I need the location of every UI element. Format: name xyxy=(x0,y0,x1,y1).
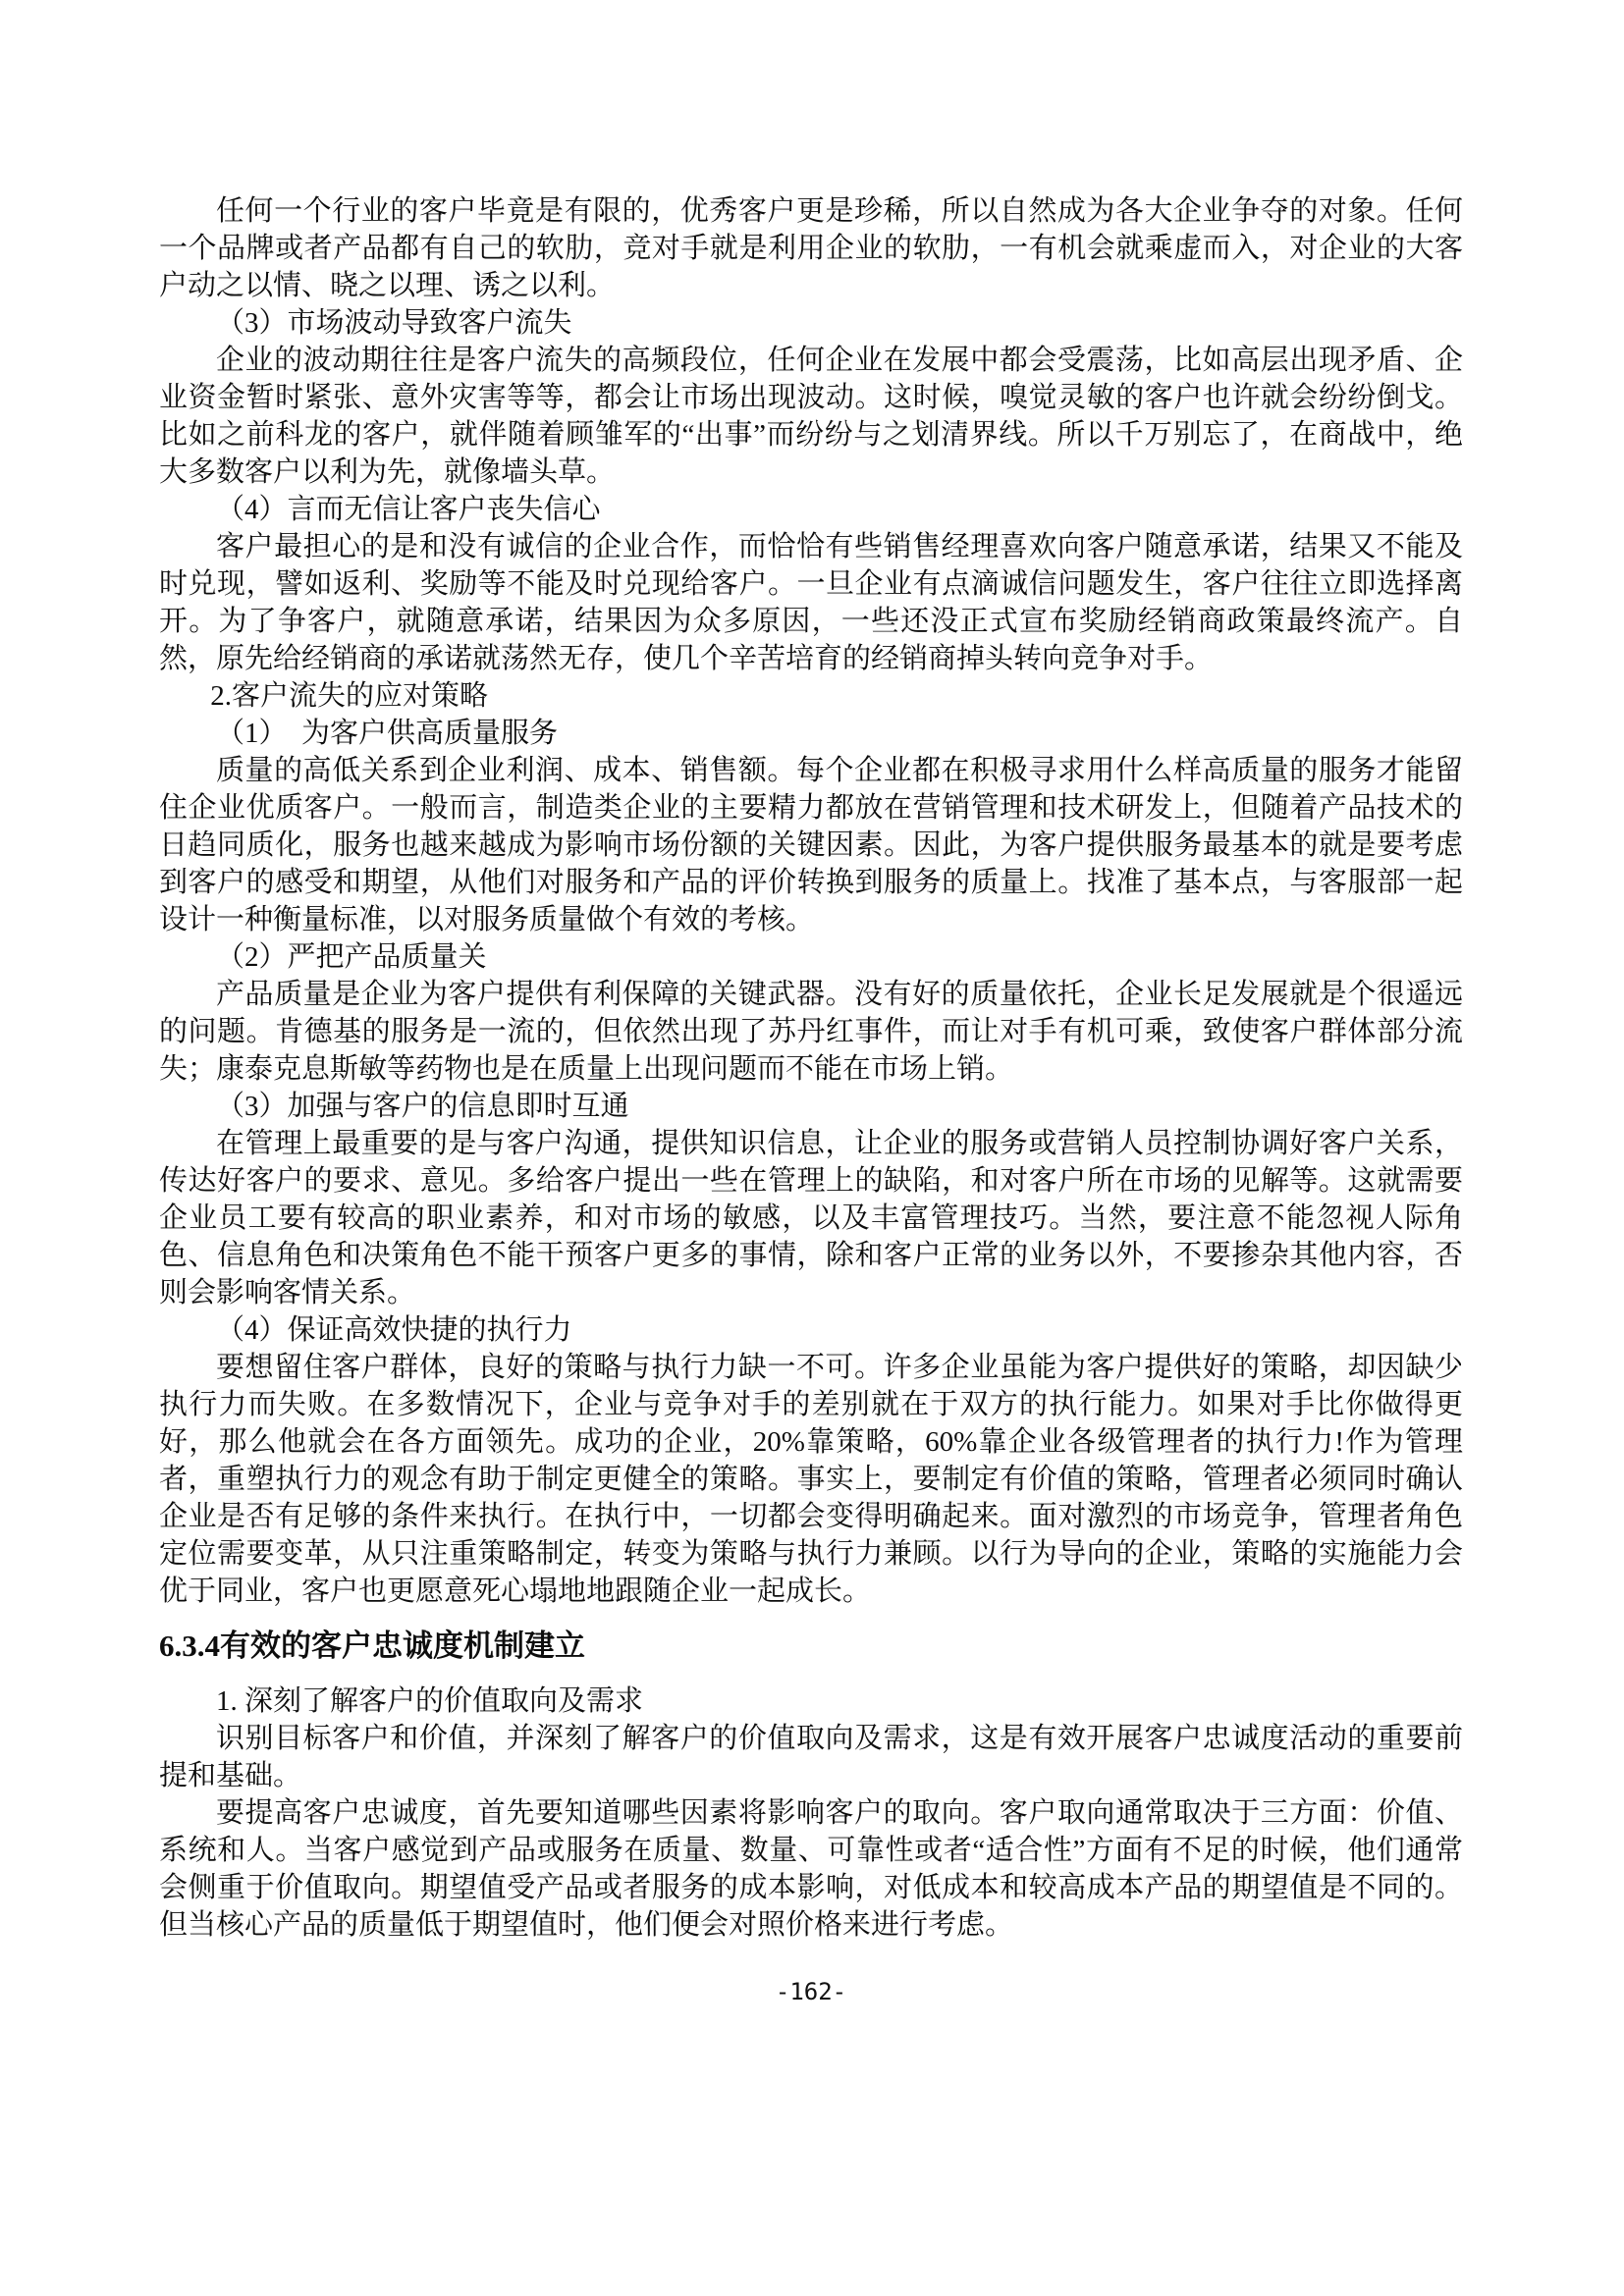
sub-heading-market-fluctuation: （3）市场波动导致客户流失 xyxy=(216,307,572,339)
paragraph-loyalty-factors: 要提高客户忠诚度，首先要知道哪些因素将影响客户的取向。客户取向通常取决于三方面：价值、系统和人。当客户感觉到产品或服务在质量、数量、可靠性或者“适合性”方面有不足的时候，他们通常会侧重于价值取向。期望值受产品或者服务的成本影响，对低成本和较高成本产品的期望值是不同的。但当核心产品的质量低于期望值时，他们便会对照价格来进行考虑。 xyxy=(159,1797,1463,1941)
sub-heading-value-orientation: 1. 深刻了解客户的价值取向及需求 xyxy=(216,1685,644,1717)
section-heading-6-3-4: 6.3.4有效的客户忠诚度机制建立 xyxy=(159,1629,585,1663)
sub-heading-information-exchange: （3）加强与客户的信息即时互通 xyxy=(216,1091,629,1122)
sub-heading-churn-strategies: 2.客户流失的应对策略 xyxy=(210,680,488,712)
sub-heading-execution: （4）保证高效快捷的执行力 xyxy=(216,1314,572,1346)
sub-heading-broken-promises: （4）言而无信让客户丧失信心 xyxy=(216,494,601,525)
paragraph-integrity: 客户最担心的是和没有诚信的企业合作，而恰恰有些销售经理喜欢向客户随意承诺，结果又不能及时兑现，譬如返利、奖励等不能及时兑现给客户。一旦企业有点滴诚信问题发生，客户往往立即选择离开。为了争客户，就随意承诺，结果因为众多原因，一些还没正式宣布奖励经销商政策最终流产。自然，原先给经销商的承诺就荡然无存，使几个辛苦培育的经销商掉头转向竞争对手。 xyxy=(159,531,1463,674)
paragraph-identify-customers: 识别目标客户和价值，并深刻了解客户的价值取向及需求，这是有效开展客户忠诚度活动的重要前提和基础。 xyxy=(159,1723,1463,1791)
page-number: -162- xyxy=(775,1978,847,2005)
paragraph-communication: 在管理上最重要的是与客户沟通，提供知识信息，让企业的服务或营销人员控制协调好客户关系，传达好客户的要求、意见。多给客户提出一些在管理上的缺陷，和对客户所在市场的见解等。这就需要企业员工要有较高的职业素养，和对市场的敏感，以及丰富管理技巧。当然，要注意不能忽视人际角色、信息角色和决策角色不能干预客户更多的事情，除和客户正常的业务以外，不要掺杂其他内容，否则会影响客情关系。 xyxy=(159,1128,1463,1308)
document-body xyxy=(159,192,1463,2006)
paragraph-service-quality: 质量的高低关系到企业利润、成本、销售额。每个企业都在积极寻求用什么样高质量的服务才能留住企业优质客户。一般而言，制造类企业的主要精力都放在营销管理和技术研发上，但随着产品技术的日趋同质化，服务也越来越成为影响市场份额的关键因素。因此，为客户提供服务最基本的就是要考虑到客户的感受和期望，从他们对服务和产品的评价转换到服务的质量上。找准了基本点，与客服部一起设计一种衡量标准，以对服务质量做个有效的考核。 xyxy=(159,755,1463,935)
sub-heading-high-quality-service: （1） 为客户供高质量服务 xyxy=(216,718,559,749)
paragraph-product-quality: 产品质量是企业为客户提供有利保障的关键武器。没有好的质量依托，企业长足发展就是个很遥远的问题。肯德基的服务是一流的，但依然出现了苏丹红事件，而让对手有机可乘，致使客户群体部分流失；康泰克息斯敏等药物也是在质量上出现问题而不能在市场上销。 xyxy=(159,979,1463,1085)
paragraph-execution: 要想留住客户群体，良好的策略与执行力缺一不可。许多企业虽能为客户提供好的策略，却因缺少执行力而失败。在多数情况下，企业与竞争对手的差别就在于双方的执行能力。如果对手比你做得更好，那么他就会在各方面领先。成功的企业，20%靠策略，60%靠企业各级管理者的执行力!作为管理者，重塑执行力的观念有助于制定更健全的策略。事实上，要制定有价值的策略，管理者必须同时确认企业是否有足够的条件来执行。在执行中，一切都会变得明确起来。面对激烈的市场竞争，管理者角色定位需要变革，从只注重策略制定，转变为策略与执行力兼顾。以行为导向的企业，策略的实施能力会优于同业，客户也更愿意死心塌地地跟随企业一起成长。 xyxy=(159,1352,1463,1607)
sub-heading-product-quality: （2）严把产品质量关 xyxy=(216,941,487,973)
paragraph-fluctuation-period: 企业的波动期往往是客户流失的高频段位，任何企业在发展中都会受震荡，比如高层出现矛盾、企业资金暂时紧张、意外灾害等等，都会让市场出现波动。这时候，嗅觉灵敏的客户也许就会纷纷倒戈。比如之前科龙的客户，就伴随着顾雏军的“出事”而纷纷与之划清界线。所以千万别忘了，在商战中，绝大多数客户以利为先，就像墙头草。 xyxy=(159,345,1463,488)
paragraph-customer-limited: 任何一个行业的客户毕竟是有限的，优秀客户更是珍稀，所以自然成为各大企业争夺的对象。任何一个品牌或者产品都有自己的软肋，竞对手就是利用企业的软肋，一有机会就乘虚而入，对企业的大客户动之以情、晓之以理、诱之以利。 xyxy=(159,195,1463,301)
